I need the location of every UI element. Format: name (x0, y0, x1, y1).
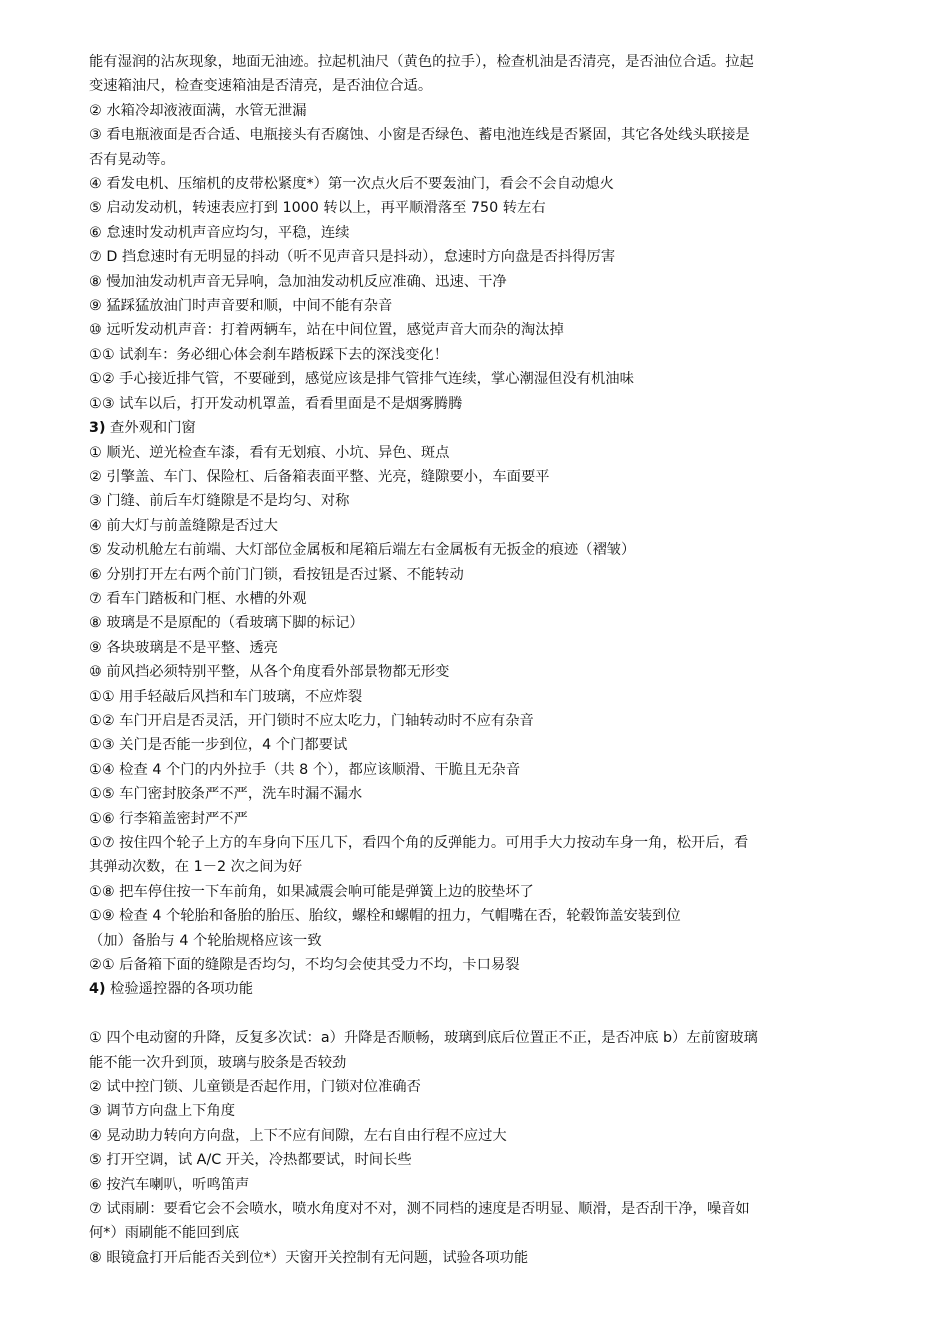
section-number: 3) (89, 420, 106, 437)
text-line: ⑥ 按汽车喇叭，听鸣笛声 (89, 1176, 250, 1193)
text-line: ⑤ 打开空调，试 A/C 开关，冷热都要试，时间长些 (89, 1152, 412, 1169)
text-line: ① 四个电动窗的升降，反复多次试：a）升降是否顺畅，玻璃到底后位置正不正，是否冲底 b）左前窗玻璃 (89, 1030, 758, 1047)
text-line: ①② 车门开启是否灵活，开门锁时不应太吃力，门轴转动时不应有杂音 (89, 712, 534, 729)
section-heading (89, 977, 890, 1001)
text-line: ①③ 试车以后，打开发动机罩盖，看看里面是不是烟雾腾腾 (89, 395, 463, 412)
text-line: ⑧ 眼镜盒打开后能否关到位*）天窗开关控制有无问题，试验各项功能 (89, 1249, 529, 1266)
text-line: ④ 晃动助力转向方向盘，上下不应有间隙，左右自由行程不应过大 (89, 1127, 507, 1144)
text-line: ② 试中控门锁、儿童锁是否起作用，门锁对位准确否 (89, 1079, 421, 1096)
text-line: ①① 用手轻敲后风挡和车门玻璃，不应炸裂 (89, 688, 363, 705)
text-line: ⑦ 看车门踏板和门框、水槽的外观 (89, 590, 307, 607)
text-line: ⑥ 分别打开左右两个前门门锁，看按钮是否过紧、不能转动 (89, 566, 464, 583)
text-line: ①⑥ 行李箱盖密封严不严 (89, 810, 248, 827)
text-line: ⑧ 玻璃是不是原配的（看玻璃下脚的标记） (89, 615, 364, 632)
text-line: ①⑧ 把车停住按一下车前角，如果减震会响可能是弹簧上边的胶垫坏了 (89, 883, 534, 900)
text-line: （加）备胎与 4 个轮胎规格应该一致 (89, 932, 322, 949)
text-line: 变速箱油尺，检查变速箱油是否清亮，是否油位合适。 (89, 78, 433, 95)
text-line: ①② 手心接近排气管，不要碰到，感觉应该是排气管排气连续，掌心潮湿但没有机油味 (89, 371, 634, 388)
text-line: ④ 看发电机、压缩机的皮带松紧度*）第一次点火后不要轰油门，看会不会自动熄火 (89, 176, 614, 193)
text-line: ③ 门缝、前后车灯缝隙是不是均匀、对称 (89, 493, 350, 510)
text-line: ①① 试刹车：务必细心体会刹车踏板踩下去的深浅变化！ (89, 346, 449, 363)
section-title: 检验遥控器的各项功能 (110, 981, 253, 998)
text-line: ①⑦ 按住四个轮子上方的车身向下压几下，看四个角的反弹能力。可用手大力按动车身一角，松开后，看 (89, 835, 749, 851)
text-line: ④ 前大灯与前盖缝隙是否过大 (89, 517, 278, 534)
section-heading (89, 416, 890, 440)
text-line: ⑤ 发动机舱左右前端、大灯部位金属板和尾箱后端左右金属板有无扳金的痕迹（褶皱） (89, 542, 636, 559)
text-line: 能不能一次升到顶，玻璃与胶条是否较劲 (89, 1054, 347, 1071)
section-title: 查外观和门窗 (110, 420, 196, 437)
text-line: ⑦ D 挡怠速时有无明显的抖动（听不见声音只是抖动），怠速时方向盘是否抖得厉害 (89, 249, 616, 266)
text-line: 何*）雨刷能不能回到底 (89, 1225, 240, 1242)
text-line: ⑧ 慢加油发动机声音无异响，急加油发动机反应准确、迅速、干净 (89, 273, 507, 290)
text-line: ⑩ 远听发动机声音：打着两辆车，站在中间位置，感觉声音大而杂的淘汰掉 (89, 322, 564, 339)
text-line: ③ 看电瓶液面是否合适、电瓶接头有否腐蚀、小窗是否绿色、蓄电池连线是否紧固，其它各处线头联接是 (89, 127, 750, 144)
text-line: ②① 后备箱下面的缝隙是否均匀，不均匀会使其受力不均，卡口易裂 (89, 957, 520, 974)
text-line: ⑦ 试雨刷：要看它会不会喷水，喷水角度对不对，测不同档的速度是否明显、顺滑，是否刮干净，噪音如 (89, 1201, 750, 1218)
text-line: ⑨ 猛踩猛放油门时声音要和顺，中间不能有杂音 (89, 298, 393, 315)
text-line: ⑤ 启动发动机，转速表应打到 1000 转以上，再平顺滑落至 750 转左右 (89, 200, 546, 217)
text-line: 否有晃动等。 (89, 151, 175, 168)
text-line: ⑩ 前风挡必须特别平整，从各个角度看外部景物都无形变 (89, 664, 450, 681)
text-line: ①④ 检查 4 个门的内外拉手（共 8 个），都应该顺滑、干脆且无杂音 (89, 761, 521, 778)
text-line: ①③ 关门是否能一步到位，4 个门都要试 (89, 737, 348, 754)
blank-line (89, 1002, 890, 1026)
text-line: ⑥ 怠速时发动机声音应均匀，平稳，连续 (89, 224, 350, 241)
text-line: ①⑨ 检查 4 个轮胎和备胎的胎压、胎纹，螺栓和螺帽的扭力，气帽嘴在否，轮毂饰盖安装到位 (89, 908, 681, 925)
section-number: 4) (89, 981, 106, 998)
text-line: 其弹动次数，在 1－2 次之间为好 (89, 859, 303, 876)
text-line: ② 引擎盖、车门、保险杠、后备箱表面平整、光亮，缝隙要小，车面要平 (89, 468, 550, 485)
text-line: ①⑤ 车门密封胶条严不严，洗车时漏不漏水 (89, 786, 363, 803)
text-line: ③ 调节方向盘上下角度 (89, 1103, 236, 1120)
text-line: 能有湿润的沾灰现象，地面无油迹。拉起机油尺（黄色的拉手），检查机油是否清亮，是否油位合适。拉起 (89, 54, 754, 70)
text-line: ① 顺光、逆光检查车漆，看有无划痕、小坑、异色、斑点 (89, 444, 450, 461)
text-line: ② 水箱冷却液液面满，水管无泄漏 (89, 102, 307, 119)
text-line: ⑨ 各块玻璃是不是平整、透亮 (89, 639, 278, 656)
